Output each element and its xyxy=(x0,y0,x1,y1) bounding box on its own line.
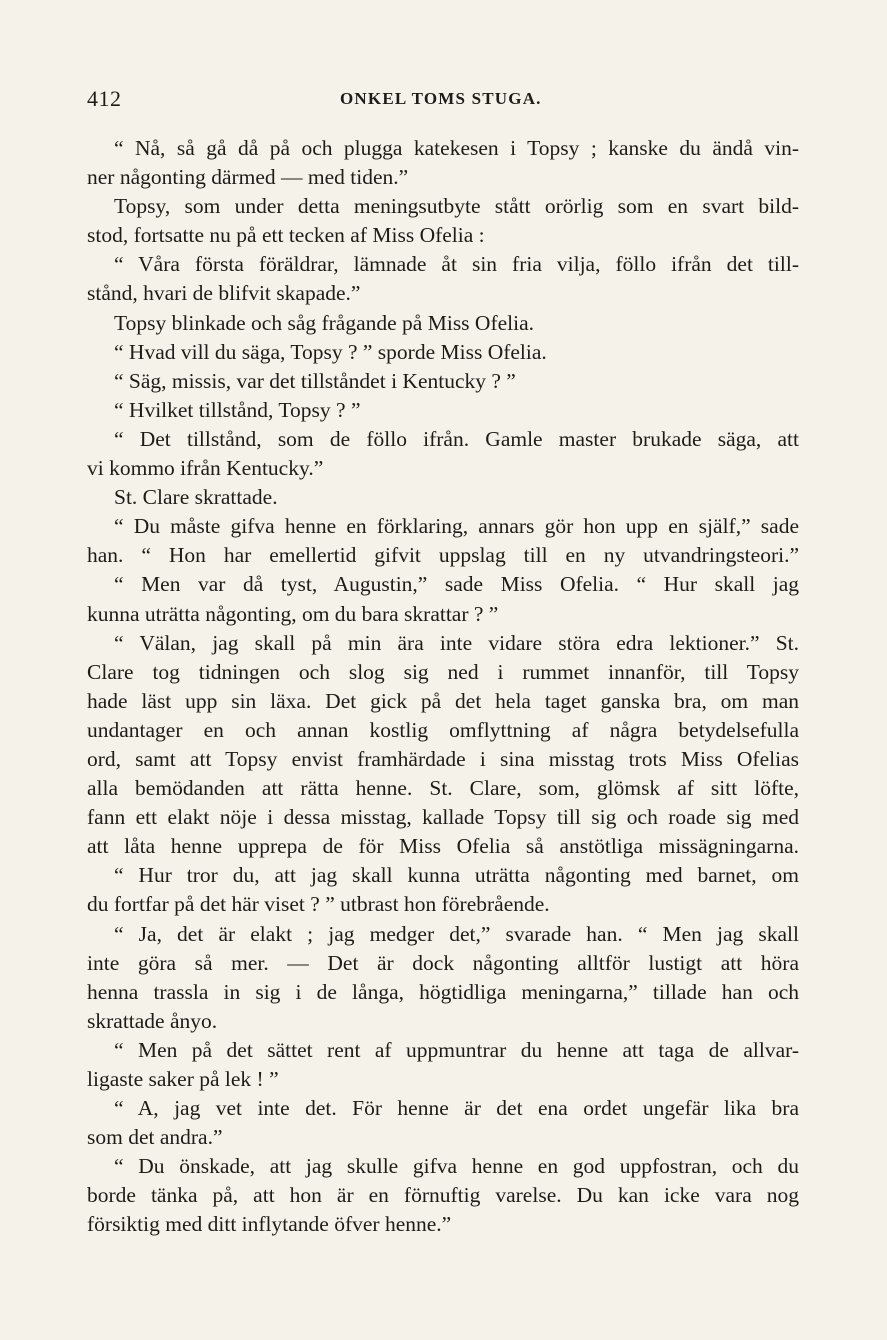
text-line: “ Välan, jag skall på min ära inte vidare störa edra lektioner.” St. xyxy=(114,630,799,655)
running-head: ONKEL TOMS STUGA. xyxy=(340,89,542,108)
text-line: hade läst upp sin läxa. Det gick på det hela taget ganska bra, om man xyxy=(87,688,799,713)
text-line: kunna uträtta någonting, om du bara skrattar ? ” xyxy=(87,601,499,626)
text-line: alla bemödanden att rätta henne. St. Clare, som, glömsk af sitt löfte, xyxy=(87,776,799,801)
text-line: “ Det tillstånd, som de föllo ifrån. Gamle master brukade säga, att xyxy=(114,426,799,451)
text-line: Topsy blinkade och såg frågande på Miss Ofelia. xyxy=(114,310,535,335)
text-line: “ Du önskade, att jag skulle gifva henne en god uppfostran, och du xyxy=(114,1154,799,1179)
text-line: försiktig med ditt inflytande öfver henne.” xyxy=(87,1212,452,1237)
text-line: fann ett elakt nöje i dessa misstag, kallade Topsy till sig och roade sig med xyxy=(87,805,799,830)
text-line: “ Säg, missis, var det tillståndet i Kentucky ? ” xyxy=(114,368,516,393)
body-text xyxy=(87,134,799,1240)
text-line: “ Hur tror du, att jag skall kunna uträtta någonting med barnet, om xyxy=(114,863,799,888)
text-line: “ Men på det sättet rent af uppmuntrar du henne att taga de allvar- xyxy=(114,1037,799,1062)
text-line: “ Hvad vill du säga, Topsy ? ” sporde Miss Ofelia. xyxy=(114,339,547,364)
text-line: att låta henne upprepa de för Miss Ofelia så anstötliga missägningarna. xyxy=(87,834,799,859)
text-line: skrattade ånyo. xyxy=(87,1008,218,1033)
text-line: “ Du måste gifva henne en förklaring, annars gör hon upp en själf,” sade xyxy=(114,514,799,539)
text-line: som det andra.” xyxy=(87,1125,223,1150)
text-line: “ Hvilket tillstånd, Topsy ? ” xyxy=(114,397,361,422)
page-number: 412 xyxy=(87,86,122,111)
text-line: stånd, hvari de blifvit skapade.” xyxy=(87,281,361,306)
text-line: undantager en och annan kostlig omflyttning af några betydelsefulla xyxy=(87,717,799,742)
text-line: stod, fortsatte nu på ett tecken af Miss Ofelia : xyxy=(87,223,485,248)
text-line: Clare tog tidningen och slog sig ned i rummet innanför, till Topsy xyxy=(87,659,799,684)
text-line: “ Våra första föräldrar, lämnade åt sin fria vilja, föllo ifrån det till- xyxy=(114,252,799,277)
text-line: St. Clare skrattade. xyxy=(114,485,278,510)
text-line: Topsy, som under detta meningsutbyte stått orörlig som en svart bild- xyxy=(114,194,799,219)
text-line: borde tänka på, att hon är en förnuftig varelse. Du kan icke vara nog xyxy=(87,1183,799,1208)
text-line: “ Men var då tyst, Augustin,” sade Miss Ofelia. “ Hur skall jag xyxy=(114,572,799,597)
text-line: ner någonting därmed — med tiden.” xyxy=(87,165,409,190)
text-line: inte göra så mer. — Det är dock någonting alltför lustigt att höra xyxy=(87,950,799,975)
text-line: henna trassla in sig i de långa, högtidliga meningarna,” tillade han och xyxy=(87,979,799,1004)
text-line: han. “ Hon har emellertid gifvit uppslag till en ny utvandringsteori.” xyxy=(87,543,799,568)
text-line: ord, samt att Topsy envist framhärdade i sina misstag trots Miss Ofelias xyxy=(87,746,799,771)
text-line: “ A, jag vet inte det. För henne är det ena ordet ungefär lika bra xyxy=(114,1096,799,1121)
text-line: du fortfar på det här viset ? ” utbrast hon förebrående. xyxy=(87,892,550,917)
page-header xyxy=(87,86,799,118)
text-line: “ Ja, det är elakt ; jag medger det,” svarade han. “ Men jag skall xyxy=(114,921,799,946)
text-line: ligaste saker på lek ! ” xyxy=(87,1067,279,1091)
text-line: “ Nå, så gå då på och plugga katekesen i Topsy ; kanske du ändå vin- xyxy=(114,136,799,160)
text-line: vi kommo ifrån Kentucky.” xyxy=(87,456,324,481)
